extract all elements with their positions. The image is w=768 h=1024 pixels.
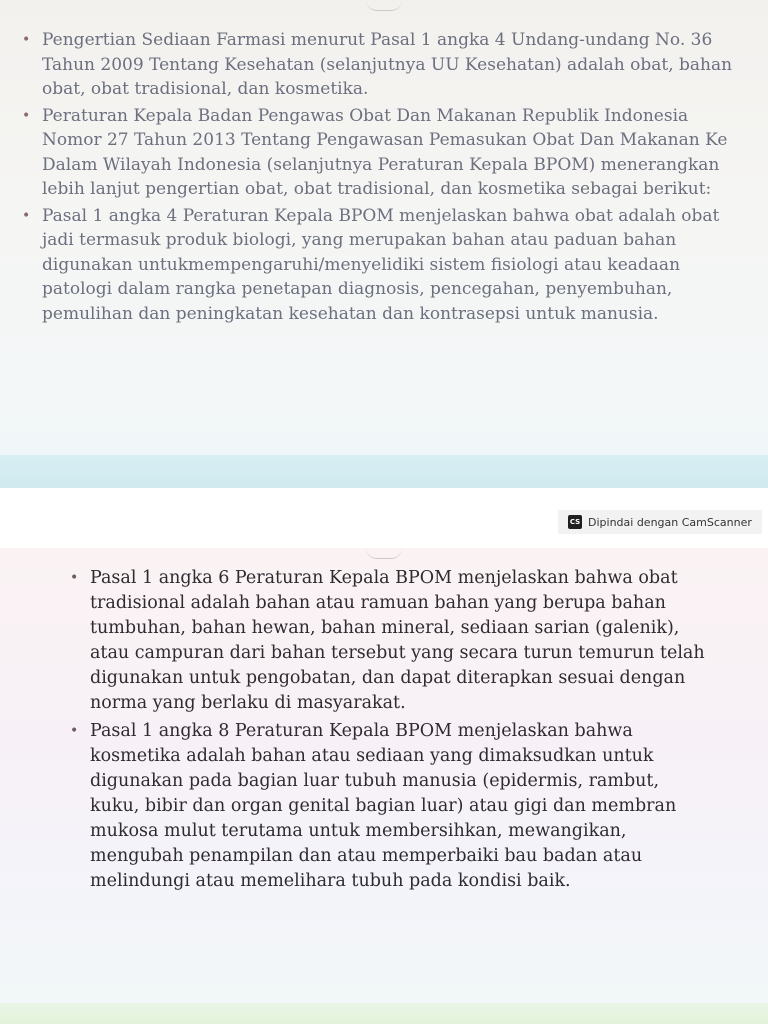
scanner-label: Dipindai dengan CamScanner: [588, 515, 752, 529]
bullet-icon: •: [22, 32, 31, 48]
list-item-text: Pengertian Sediaan Farmasi menurut Pasal 1 angka 4 Undang-undang No. 36 Tahun 2009 Tentang Kesehatan (selanjutnya UU Kesehatan) adalah obat, bahan obat, obat tradisional, dan kosmetika.: [42, 30, 733, 99]
list-item: [22, 28, 742, 102]
list-item: [22, 204, 742, 327]
list-item: [22, 104, 742, 202]
list-item-text: Pasal 1 angka 4 Peraturan Kepala BPOM menjelaskan bahwa obat adalah obat jadi termasuk produk biologi, yang merupakan bahan atau paduan bahan digunakan untukmempengaruhi/menyelidiki sistem fisiologi atau keadaan patologi dalam rangka penetapan diagnosis, pencegahan, penyembuhan, pemulihan dan peningkatan kesehatan dan kontrasepsi untuk manusia.: [42, 205, 720, 324]
bullet-icon: •: [22, 107, 31, 124]
slide-footer-band: [0, 1003, 768, 1024]
scanner-watermark: [558, 510, 762, 534]
camscanner-icon: CS: [568, 515, 582, 529]
list-item-text: Peraturan Kepala Badan Pengawas Obat Dan Makanan Republik Indonesia Nomor 27 Tahun 2013 Tentang Pengawasan Pemasukan Obat Dan Makanan Ke Dalam Wilayah Indonesia (selanjutnya Peraturan Kepala BPOM) menerangkan lebih lanjut pengertian obat, obat tradisional, dan kosmetika sebagai berikut:: [42, 105, 728, 199]
slide-notch: [366, 0, 402, 11]
slide-notch: [366, 548, 402, 559]
slide-top: [0, 0, 768, 488]
list-item: [70, 719, 710, 894]
list-item-text: Pasal 1 angka 8 Peraturan Kepala BPOM menjelaskan bahwa kosmetika adalah bahan atau sediaan yang dimaksudkan untuk digunakan pada bagian luar tubuh manusia (epidermis, rambut, kuku, bibir dan organ genital bagian luar) atau gigi dan membran mukosa mulut terutama untuk membersihkan, mewangikan, mengubah penampilan dan atau memperbaiki bau badan atau melindungi atau memelihara tubuh pada kondisi baik.: [90, 721, 677, 891]
bullet-icon: •: [70, 570, 79, 586]
list-item: [70, 566, 710, 716]
list-item-text: Pasal 1 angka 6 Peraturan Kepala BPOM menjelaskan bahwa obat tradisional adalah bahan atau ramuan bahan yang berupa bahan tumbuhan, bahan hewan, bahan mineral, sediaan sarian (galenik), atau campuran dari bahan tersebut yang secara turun temurun telah digunakan untuk pengobatan, dan dapat diterapkan sesuai dengan norma yang berlaku di masyarakat.: [90, 568, 705, 713]
slide-footer-band: [0, 455, 768, 488]
bullet-icon: •: [70, 723, 79, 739]
slide-bottom: [0, 548, 768, 1024]
bullet-list-top: [22, 28, 742, 328]
bullet-list-bottom: [70, 566, 710, 897]
bullet-icon: •: [22, 207, 31, 224]
